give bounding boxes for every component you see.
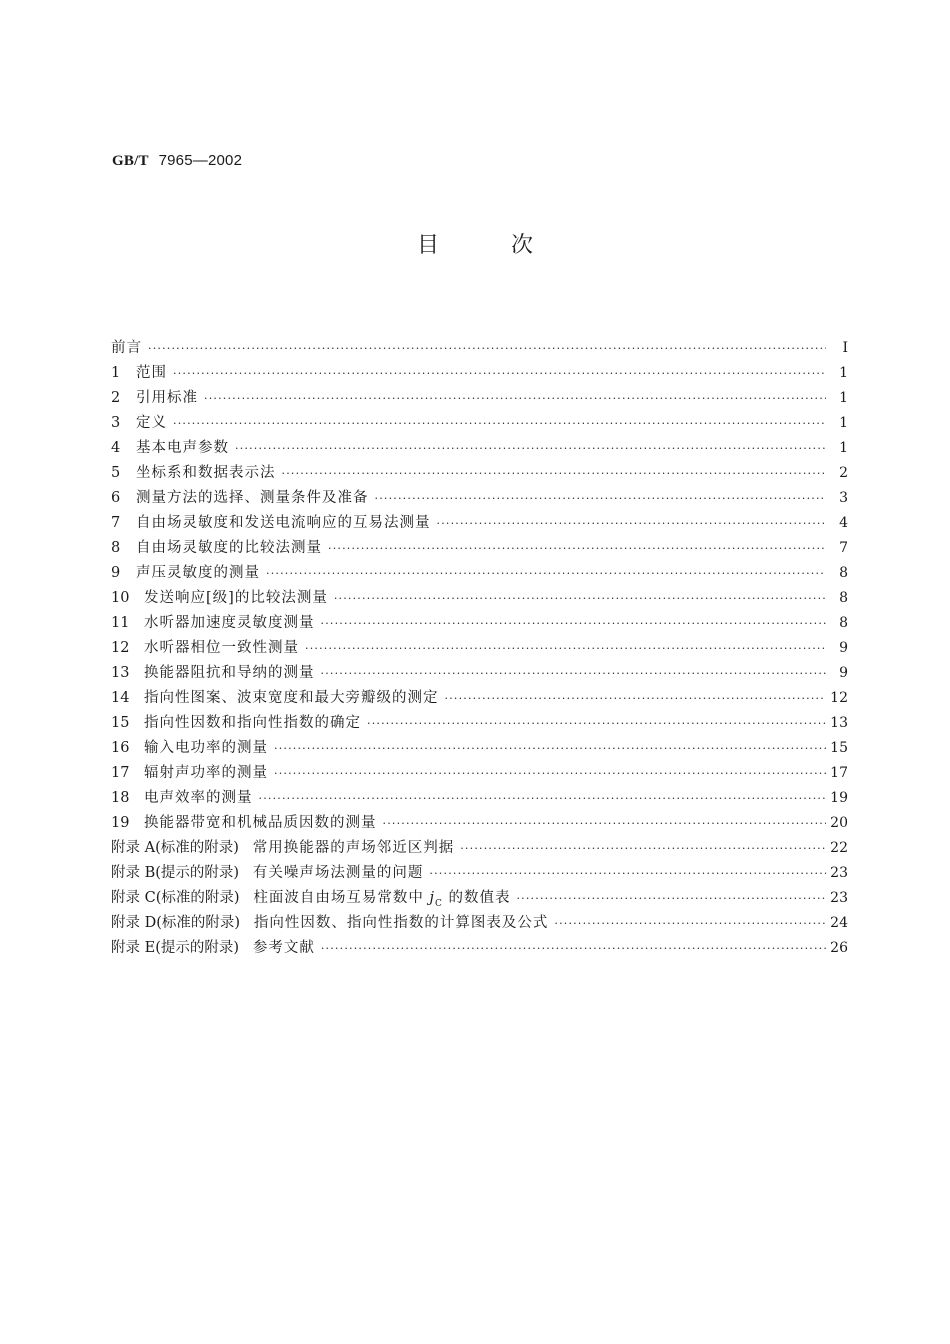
toc-leader-dots bbox=[334, 586, 826, 611]
toc-entry-page: 4 bbox=[839, 515, 848, 531]
toc-entry-8[interactable] bbox=[111, 536, 848, 561]
toc-leader-dots bbox=[516, 886, 826, 911]
toc-leader-dots bbox=[204, 386, 826, 411]
toc-entry-number: 9 bbox=[111, 565, 121, 581]
toc-leader-dots bbox=[173, 411, 826, 436]
toc-entry-label: 范围 bbox=[136, 365, 167, 381]
toc-entry-page: 17 bbox=[830, 765, 848, 781]
toc-entry-label: 定义 bbox=[136, 415, 167, 431]
toc-entry-label: 指向性因数、指向性指数的计算图表及公式 bbox=[253, 915, 549, 931]
toc-entry-page: 22 bbox=[830, 840, 848, 856]
toc-entry-page: 13 bbox=[830, 715, 848, 731]
toc-leader-dots bbox=[383, 811, 827, 836]
toc-entry-label: 换能器阻抗和导纳的测量 bbox=[144, 665, 315, 681]
toc-entry-number: 19 bbox=[111, 815, 130, 831]
toc-entry-number: 18 bbox=[111, 790, 130, 806]
toc-entry-number: 附录 B(提示的附录) bbox=[111, 865, 240, 881]
toc-entry-number: 4 bbox=[111, 440, 121, 456]
toc-entry-number: 15 bbox=[111, 715, 130, 731]
toc-entry-appendix-d[interactable] bbox=[111, 911, 848, 936]
toc-entry-label: 自由场灵敏度的比较法测量 bbox=[136, 540, 322, 556]
toc-entry-number: 附录 E(提示的附录) bbox=[111, 940, 240, 956]
toc-entry-page: 12 bbox=[830, 690, 848, 706]
math-subscript-c: C bbox=[434, 898, 443, 909]
math-variable-j: j bbox=[429, 890, 435, 906]
toc-entry-label: 有关噪声场法测量的问题 bbox=[252, 865, 424, 881]
toc-entry-label: 水听器加速度灵敏度测量 bbox=[144, 615, 315, 631]
toc-entry-page: 23 bbox=[830, 890, 848, 906]
toc-entry-page: 1 bbox=[839, 390, 848, 406]
toc-entry-number: 11 bbox=[111, 615, 130, 631]
toc-entry-number: 附录 A(标准的附录) bbox=[111, 840, 239, 856]
toc-entry-16[interactable] bbox=[111, 736, 848, 761]
toc-entry-foreword[interactable] bbox=[111, 336, 848, 361]
toc-leader-dots bbox=[429, 861, 826, 886]
toc-entry-label: 指向性因数和指向性指数的确定 bbox=[144, 715, 361, 731]
toc-entry-label: 引用标准 bbox=[136, 390, 198, 406]
toc-leader-dots bbox=[274, 761, 826, 786]
toc-entry-page: 19 bbox=[830, 790, 848, 806]
toc-entry-page: 1 bbox=[839, 440, 848, 456]
toc-entry-number: 17 bbox=[111, 765, 130, 781]
toc-leader-dots bbox=[445, 686, 827, 711]
toc-entry-page: Ⅰ bbox=[842, 340, 848, 356]
toc-leader-dots bbox=[460, 836, 826, 861]
toc-entry-15[interactable] bbox=[111, 711, 848, 736]
toc-entry-page: 23 bbox=[830, 865, 848, 881]
toc-entry-label: 输入电功率的测量 bbox=[144, 740, 268, 756]
toc-entry-6[interactable] bbox=[111, 486, 848, 511]
toc-entry-number: 附录 C(标准的附录) bbox=[111, 890, 240, 906]
toc-entry-11[interactable] bbox=[111, 611, 848, 636]
table-of-contents bbox=[111, 336, 848, 961]
toc-entry-number: 1 bbox=[111, 365, 121, 381]
standard-prefix: GB/T bbox=[112, 153, 149, 169]
toc-entry-number: 附录 D(标准的附录) bbox=[111, 915, 241, 931]
toc-entry-label-text: 柱面波自由场互易常数中 bbox=[253, 890, 424, 906]
toc-entry-label: 指向性图案、波束宽度和最大旁瓣级的测定 bbox=[144, 690, 439, 706]
toc-entry-3[interactable] bbox=[111, 411, 848, 436]
toc-entry-page: 8 bbox=[839, 615, 848, 631]
title-char-1: 目 bbox=[416, 233, 439, 258]
toc-entry-number: 12 bbox=[111, 640, 130, 656]
page-title bbox=[0, 228, 950, 259]
toc-leader-dots bbox=[321, 936, 826, 961]
toc-entry-13[interactable] bbox=[111, 661, 848, 686]
toc-entry-17[interactable] bbox=[111, 761, 848, 786]
toc-entry-label: 常用换能器的声场邻近区判据 bbox=[252, 840, 455, 856]
toc-entry-appendix-c[interactable] bbox=[111, 886, 848, 911]
toc-entry-number: 5 bbox=[111, 465, 121, 481]
toc-entry-label: 电声效率的测量 bbox=[144, 790, 253, 806]
toc-entry-number: 10 bbox=[111, 590, 130, 606]
toc-leader-dots bbox=[321, 611, 827, 636]
toc-leader-dots bbox=[305, 636, 826, 661]
toc-entry-label: 辐射声功率的测量 bbox=[144, 765, 268, 781]
toc-entry-label: 参考文献 bbox=[252, 940, 315, 956]
toc-entry-label: 换能器带宽和机械品质因数的测量 bbox=[144, 815, 377, 831]
standard-code bbox=[112, 151, 242, 170]
toc-entry-7[interactable] bbox=[111, 511, 848, 536]
toc-entry-label: 前言 bbox=[111, 340, 142, 356]
toc-entry-label: 声压灵敏度的测量 bbox=[136, 565, 260, 581]
toc-entry-page: 3 bbox=[839, 490, 848, 506]
toc-entry-page: 9 bbox=[839, 640, 848, 656]
toc-entry-appendix-a[interactable] bbox=[111, 836, 848, 861]
toc-entry-number: 14 bbox=[111, 690, 130, 706]
title-char-2: 次 bbox=[511, 233, 534, 258]
toc-entry-4[interactable] bbox=[111, 436, 848, 461]
toc-leader-dots bbox=[328, 536, 826, 561]
toc-entry-page: 8 bbox=[839, 565, 848, 581]
toc-entry-appendix-b[interactable] bbox=[111, 861, 848, 886]
toc-entry-page: 1 bbox=[839, 365, 848, 381]
toc-entry-14[interactable] bbox=[111, 686, 848, 711]
toc-entry-number: 13 bbox=[111, 665, 130, 681]
toc-leader-dots bbox=[437, 511, 827, 536]
toc-entry-number: 3 bbox=[111, 415, 121, 431]
standard-number: 7965—2002 bbox=[158, 152, 243, 169]
toc-entry-label-tail: 的数值表 bbox=[448, 890, 511, 906]
toc-entry-10[interactable] bbox=[111, 586, 848, 611]
toc-entry-label: 坐标系和数据表示法 bbox=[136, 465, 276, 481]
toc-entry-2[interactable] bbox=[111, 386, 848, 411]
toc-entry-page: 2 bbox=[839, 465, 848, 481]
toc-entry-label: 发送响应[级]的比较法测量 bbox=[144, 590, 328, 606]
toc-entry-number: 6 bbox=[111, 490, 121, 506]
toc-leader-dots bbox=[375, 486, 827, 511]
toc-entry-page: 1 bbox=[839, 415, 848, 431]
toc-leader-dots bbox=[554, 911, 826, 936]
toc-entry-label: 基本电声参数 bbox=[136, 440, 229, 456]
toc-leader-dots bbox=[367, 711, 826, 736]
toc-entry-page: 8 bbox=[839, 590, 848, 606]
toc-entry-5[interactable] bbox=[111, 461, 848, 486]
toc-entry-label: 水听器相位一致性测量 bbox=[144, 640, 299, 656]
toc-leader-dots bbox=[274, 736, 826, 761]
toc-entry-number: 2 bbox=[111, 390, 121, 406]
toc-entry-label: 自由场灵敏度和发送电流响应的互易法测量 bbox=[136, 515, 431, 531]
toc-leader-dots bbox=[259, 786, 827, 811]
toc-entry-page: 9 bbox=[839, 665, 848, 681]
toc-leader-dots bbox=[173, 361, 826, 386]
toc-leader-dots bbox=[282, 461, 827, 486]
toc-entry-number: 8 bbox=[111, 540, 121, 556]
toc-leader-dots bbox=[235, 436, 826, 461]
toc-entry-number: 16 bbox=[111, 740, 130, 756]
toc-entry-1[interactable] bbox=[111, 361, 848, 386]
toc-leader-dots bbox=[321, 661, 827, 686]
toc-entry-page: 26 bbox=[830, 940, 848, 956]
toc-entry-19[interactable] bbox=[111, 811, 848, 836]
toc-leader-dots bbox=[148, 336, 826, 361]
toc-entry-page: 7 bbox=[839, 540, 848, 556]
toc-entry-page: 20 bbox=[830, 815, 848, 831]
toc-entry-18[interactable] bbox=[111, 786, 848, 811]
toc-entry-12[interactable] bbox=[111, 636, 848, 661]
toc-entry-label: 测量方法的选择、测量条件及准备 bbox=[136, 490, 369, 506]
toc-entry-appendix-e[interactable] bbox=[111, 936, 848, 961]
toc-entry-page: 15 bbox=[830, 740, 848, 756]
toc-entry-9[interactable] bbox=[111, 561, 848, 586]
toc-leader-dots bbox=[266, 561, 826, 586]
toc-entry-page: 24 bbox=[830, 915, 848, 931]
toc-entry-number: 7 bbox=[111, 515, 121, 531]
